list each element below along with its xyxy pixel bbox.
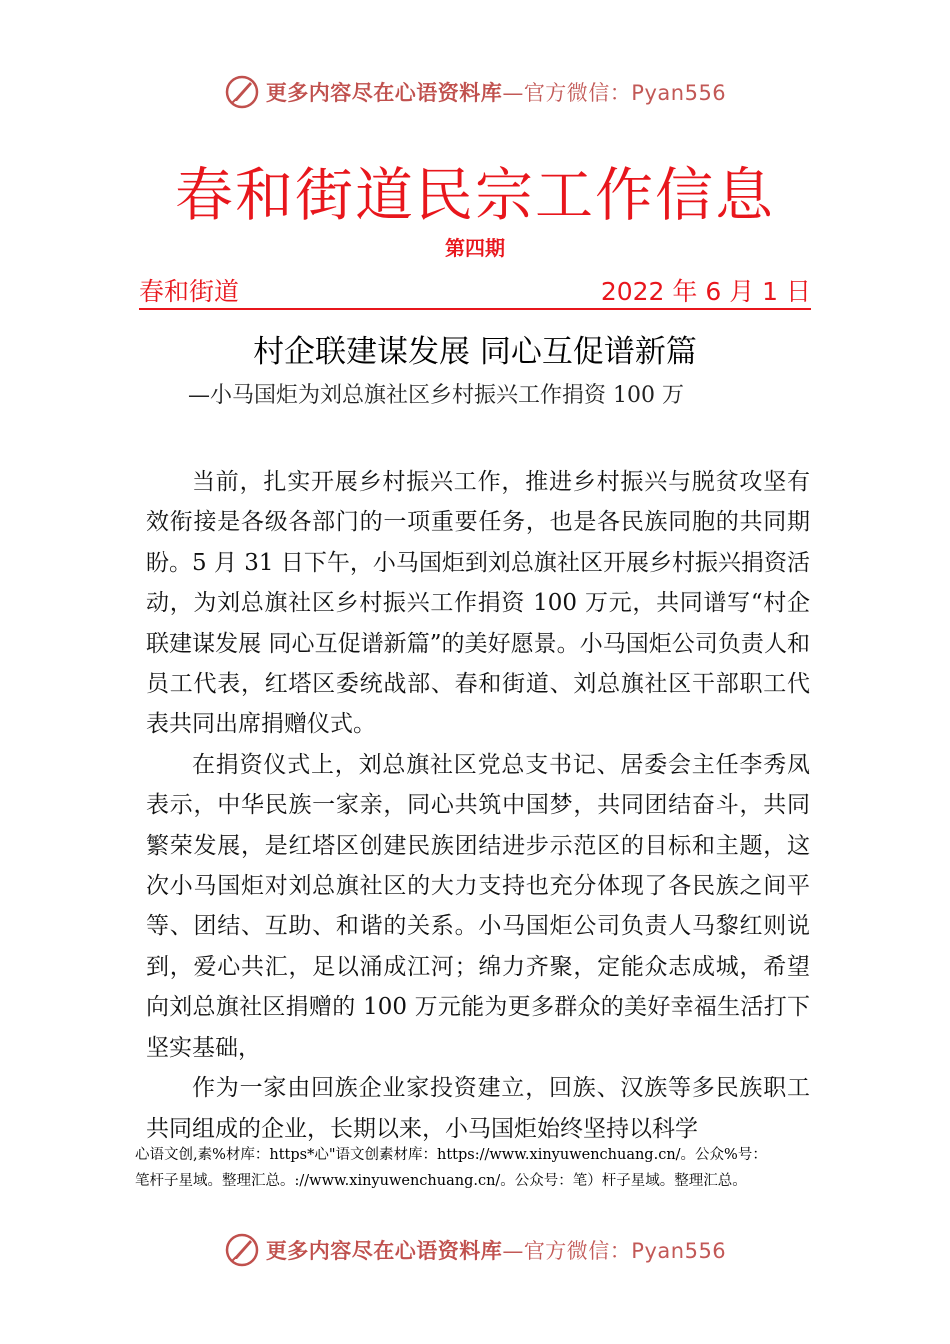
quill-logo-icon (224, 74, 260, 110)
dateline-org: 春和街道 (139, 277, 240, 306)
article-body (146, 462, 810, 1149)
paragraph: 作为一家由回族企业家投资建立，回族、汉族等多民族职工共同组成的企业，长期以来，小马国炬始终坚持以科学 (146, 1075, 810, 1142)
banner-text: 更多内容尽在心语资料库—官方微信：Pyan556 (265, 81, 727, 105)
article-headline: 村企联建谋发展 同心互促谱新篇 (253, 334, 697, 370)
article-subhead: —小马国炬为刘总旗社区乡村振兴工作捐资 100 万 (188, 383, 684, 408)
dateline (139, 276, 811, 310)
dateline-date: 2022 年 6 月 1 日 (600, 277, 811, 306)
quill-logo-icon (224, 1232, 260, 1268)
bottom-watermark-banner (0, 1230, 950, 1270)
banner-text: 更多内容尽在心语资料库—官方微信：Pyan556 (265, 1239, 727, 1263)
footnote-line: 心语文创,素%材库：https*心"语文创素材库：https://www.xinyuwenchuang.cn/。公众%号： (135, 1147, 767, 1163)
issue-number: 第四期 (445, 236, 505, 260)
paragraph: 在捐资仪式上，刘总旗社区党总支书记、居委会主任李秀凤表示，中华民族一家亲，同心共筑中国梦，共同团结奋斗，共同繁荣发展，是红塔区创建民族团结进步示范区的目标和主题，这次小马国炬对刘总旗社区的大力支持也充分体现了各民族之间平等、团结、互助、和谐的关系。小马国炬公司负责人马黎红则说到，爱心共汇，足以涌成江河；绵力齐聚，定能众志成城，希望向刘总旗社区捐赠的 100 万元能为更多群众的美好幸福生活打下坚实基础， (146, 751, 810, 1061)
top-watermark-banner (0, 72, 950, 112)
source-footnote (135, 1142, 855, 1194)
paragraph: 当前，扎实开展乡村振兴工作，推进乡村振兴与脱贫攻坚有效衔接是各级各部门的一项重要任务，也是各民族同胞的共同期盼。5 月 31 日下午，小马国炬到刘总旗社区开展乡村振兴捐资活动，为刘总旗社区乡村振兴工作捐资 100 万元，共同谱写“村企联建谋发展 同心互促谱新篇”的美好愿景。小马国炬公司负责人和员工代表，红塔区委统战部、春和街道、刘总旗社区干部职工代表共同出席捐赠仪式。 (146, 469, 810, 738)
footnote-line: 笔杆子星域。整理汇总。://www.xinyuwenchuang.cn/。公众号：笔）杆子星域。整理汇总。 (135, 1173, 747, 1189)
masthead-title: 春和街道民宗工作信息 (174, 161, 775, 229)
